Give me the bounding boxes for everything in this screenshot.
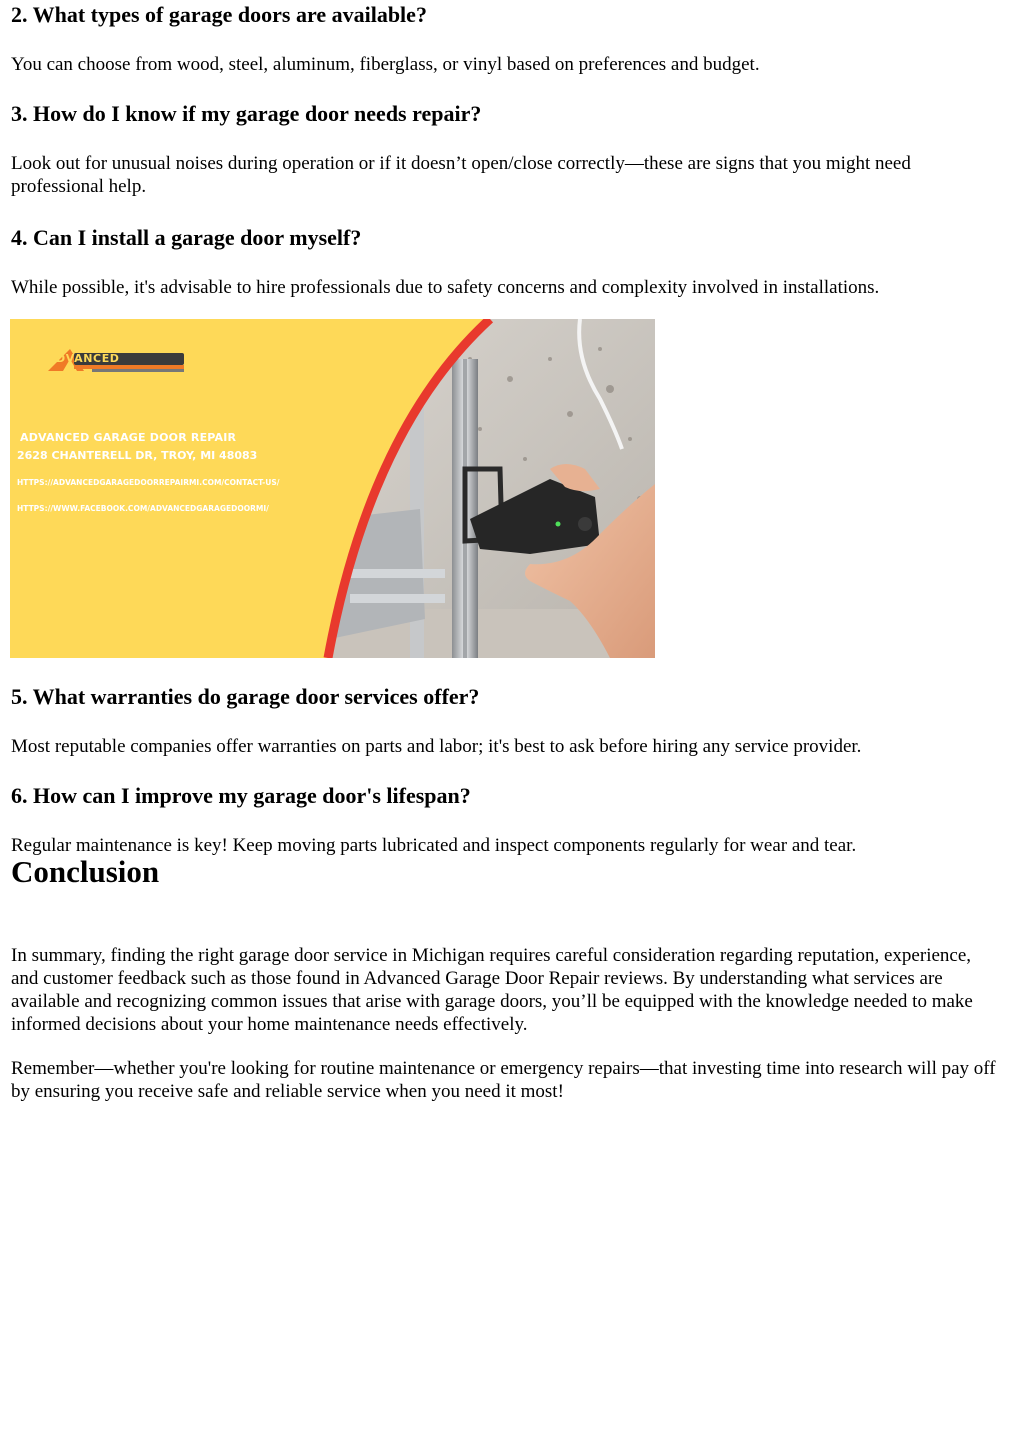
faq-question-5: 5. What warranties do garage door services offer? xyxy=(11,684,480,709)
faq-question-4: 4. Can I install a garage door myself? xyxy=(11,225,362,250)
conclusion-heading: Conclusion xyxy=(11,854,160,889)
faq-question-3: 3. How do I know if my garage door needs repair? xyxy=(11,101,482,126)
business-address: 2628 CHANTERELL DR, TROY, MI 48083 xyxy=(17,449,258,462)
faq-answer-6: Regular maintenance is key! Keep moving parts lubricated and inspect components regularly for wear and tear. xyxy=(11,835,857,856)
faq-question-6: 6. How can I improve my garage door's lifespan? xyxy=(11,783,471,808)
faq-answer-2: You can choose from wood, steel, aluminum, fiberglass, or vinyl based on preferences and budget. xyxy=(11,54,760,75)
faq-question-2: 2. What types of garage doors are available? xyxy=(11,2,427,27)
promo-banner-image xyxy=(10,319,655,658)
contact-url: HTTPS://ADVANCEDGARAGEDOORREPAIRMI.COM/CONTACT-US/ xyxy=(17,478,280,487)
business-name: ADVANCED GARAGE DOOR REPAIR xyxy=(20,431,237,444)
faq-answer-5: Most reputable companies offer warranties on parts and labor; it's best to ask before hiring any service provider. xyxy=(11,736,862,757)
conclusion-paragraph-2: Remember—whether you're looking for routine maintenance or emergency repairs—that investing time into research will pay off by ensuring you receive safe and reliable service when you need it most! xyxy=(11,1058,996,1102)
faq-answer-4: While possible, it's advisable to hire professionals due to safety concerns and complexity involved in installations. xyxy=(11,277,880,298)
faq-answer-3: Look out for unusual noises during operation or if it doesn’t open/close correctly—these are signs that you might need professional help. xyxy=(11,153,911,197)
garage-door-photo-graphic xyxy=(10,319,655,658)
facebook-url: HTTPS://WWW.FACEBOOK.COM/ADVANCEDGARAGEDOORMI/ xyxy=(17,504,269,513)
conclusion-paragraph-1: In summary, finding the right garage door service in Michigan requires careful consideration regarding reputation, experience, and customer feedback such as those found in Advanced Garage Door Repair reviews. By understanding what services are available and recognizing common issues that arise with garage doors, you’ll be equipped with the knowledge needed to make informed decisions about your home maintenance needs effectively. xyxy=(11,945,973,1035)
logo-wordmark: DVANCED xyxy=(56,352,120,365)
